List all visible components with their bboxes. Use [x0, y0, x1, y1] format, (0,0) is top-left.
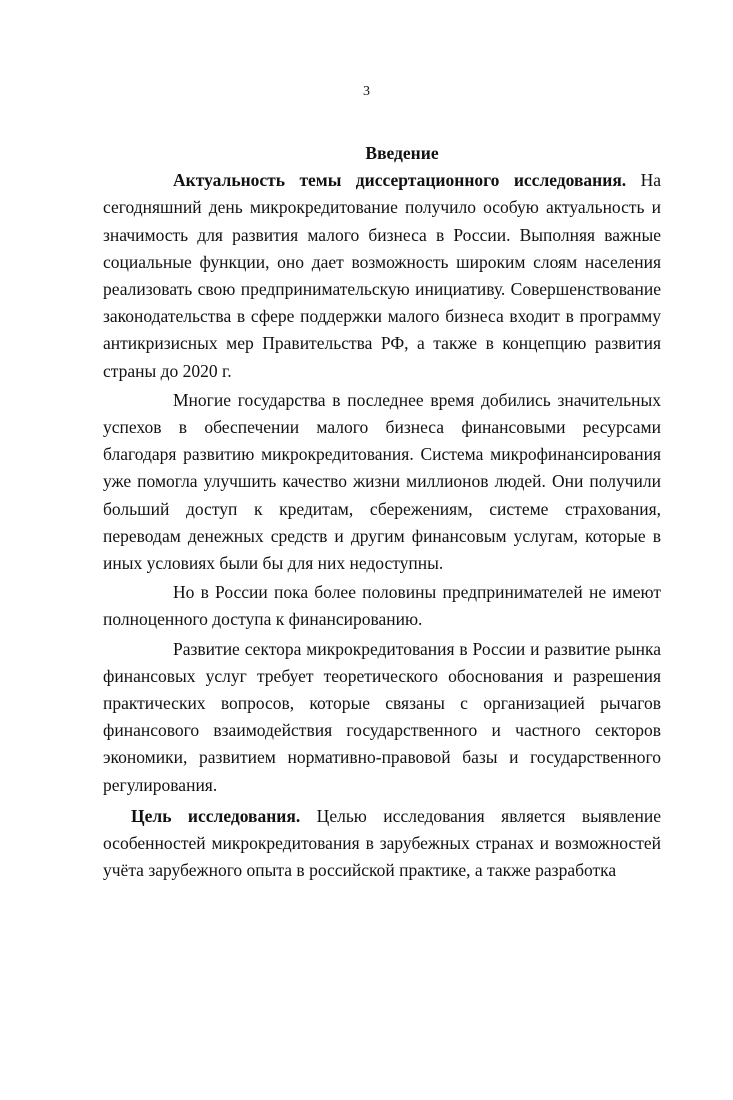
page-number: 3: [363, 84, 370, 99]
goal-text: Целью исследования является выявление особенностей микрокредитования в зарубежных странах и возможностей учёта зарубежного опыта в российской практике, а также разработка: [103, 805, 661, 881]
section-heading: Введение: [365, 143, 439, 163]
goal-lead: Цель исследования.: [131, 805, 301, 826]
document-body: [103, 140, 661, 884]
relevance-lead: Актуальность темы диссертационного исследования.: [173, 170, 627, 191]
paragraph-development: Развитие сектора микрокредитования в России и развитие рынка финансовых услуг требует теоретического обоснования и разрешения практических вопросов, которые связаны с организацией рычагов финансового взаимодействия государственного и частного секторов экономики, развитием нормативно-правовой базы и государственного регулирования.: [103, 638, 661, 795]
paragraph-relevance: [103, 167, 661, 385]
relevance-text: На сегодняшний день микрокредитование получило особую актуальность и значимость для развития малого бизнеса в России. Выполняя важные социальные функции, оно дает возможность широким слоям населения реализовать свою предпринимательскую инициативу. Совершенствование законодательства в сфере поддержки малого бизнеса входит в программу антикризисных мер Правительства РФ, а также в концепцию развития страны до 2020 г.: [103, 170, 662, 381]
paragraph-goal: [103, 803, 661, 885]
paragraph-states: Многие государства в последнее время добились значительных успехов в обеспечении малого бизнеса финансовыми ресурсами благодаря развитию микрокредитования. Система микрофинансирования уже помогла улучшить качество жизни миллионов людей. Они получили больший доступ к кредитам, сбережениям, системе страхования, переводам денежных средств и другим финансовым услугам, которые в иных условиях были бы для них недоступны.: [103, 389, 661, 574]
paragraph-russia: Но в России пока более половины предпринимателей не имеют полноценного доступа к финансированию.: [103, 582, 661, 630]
